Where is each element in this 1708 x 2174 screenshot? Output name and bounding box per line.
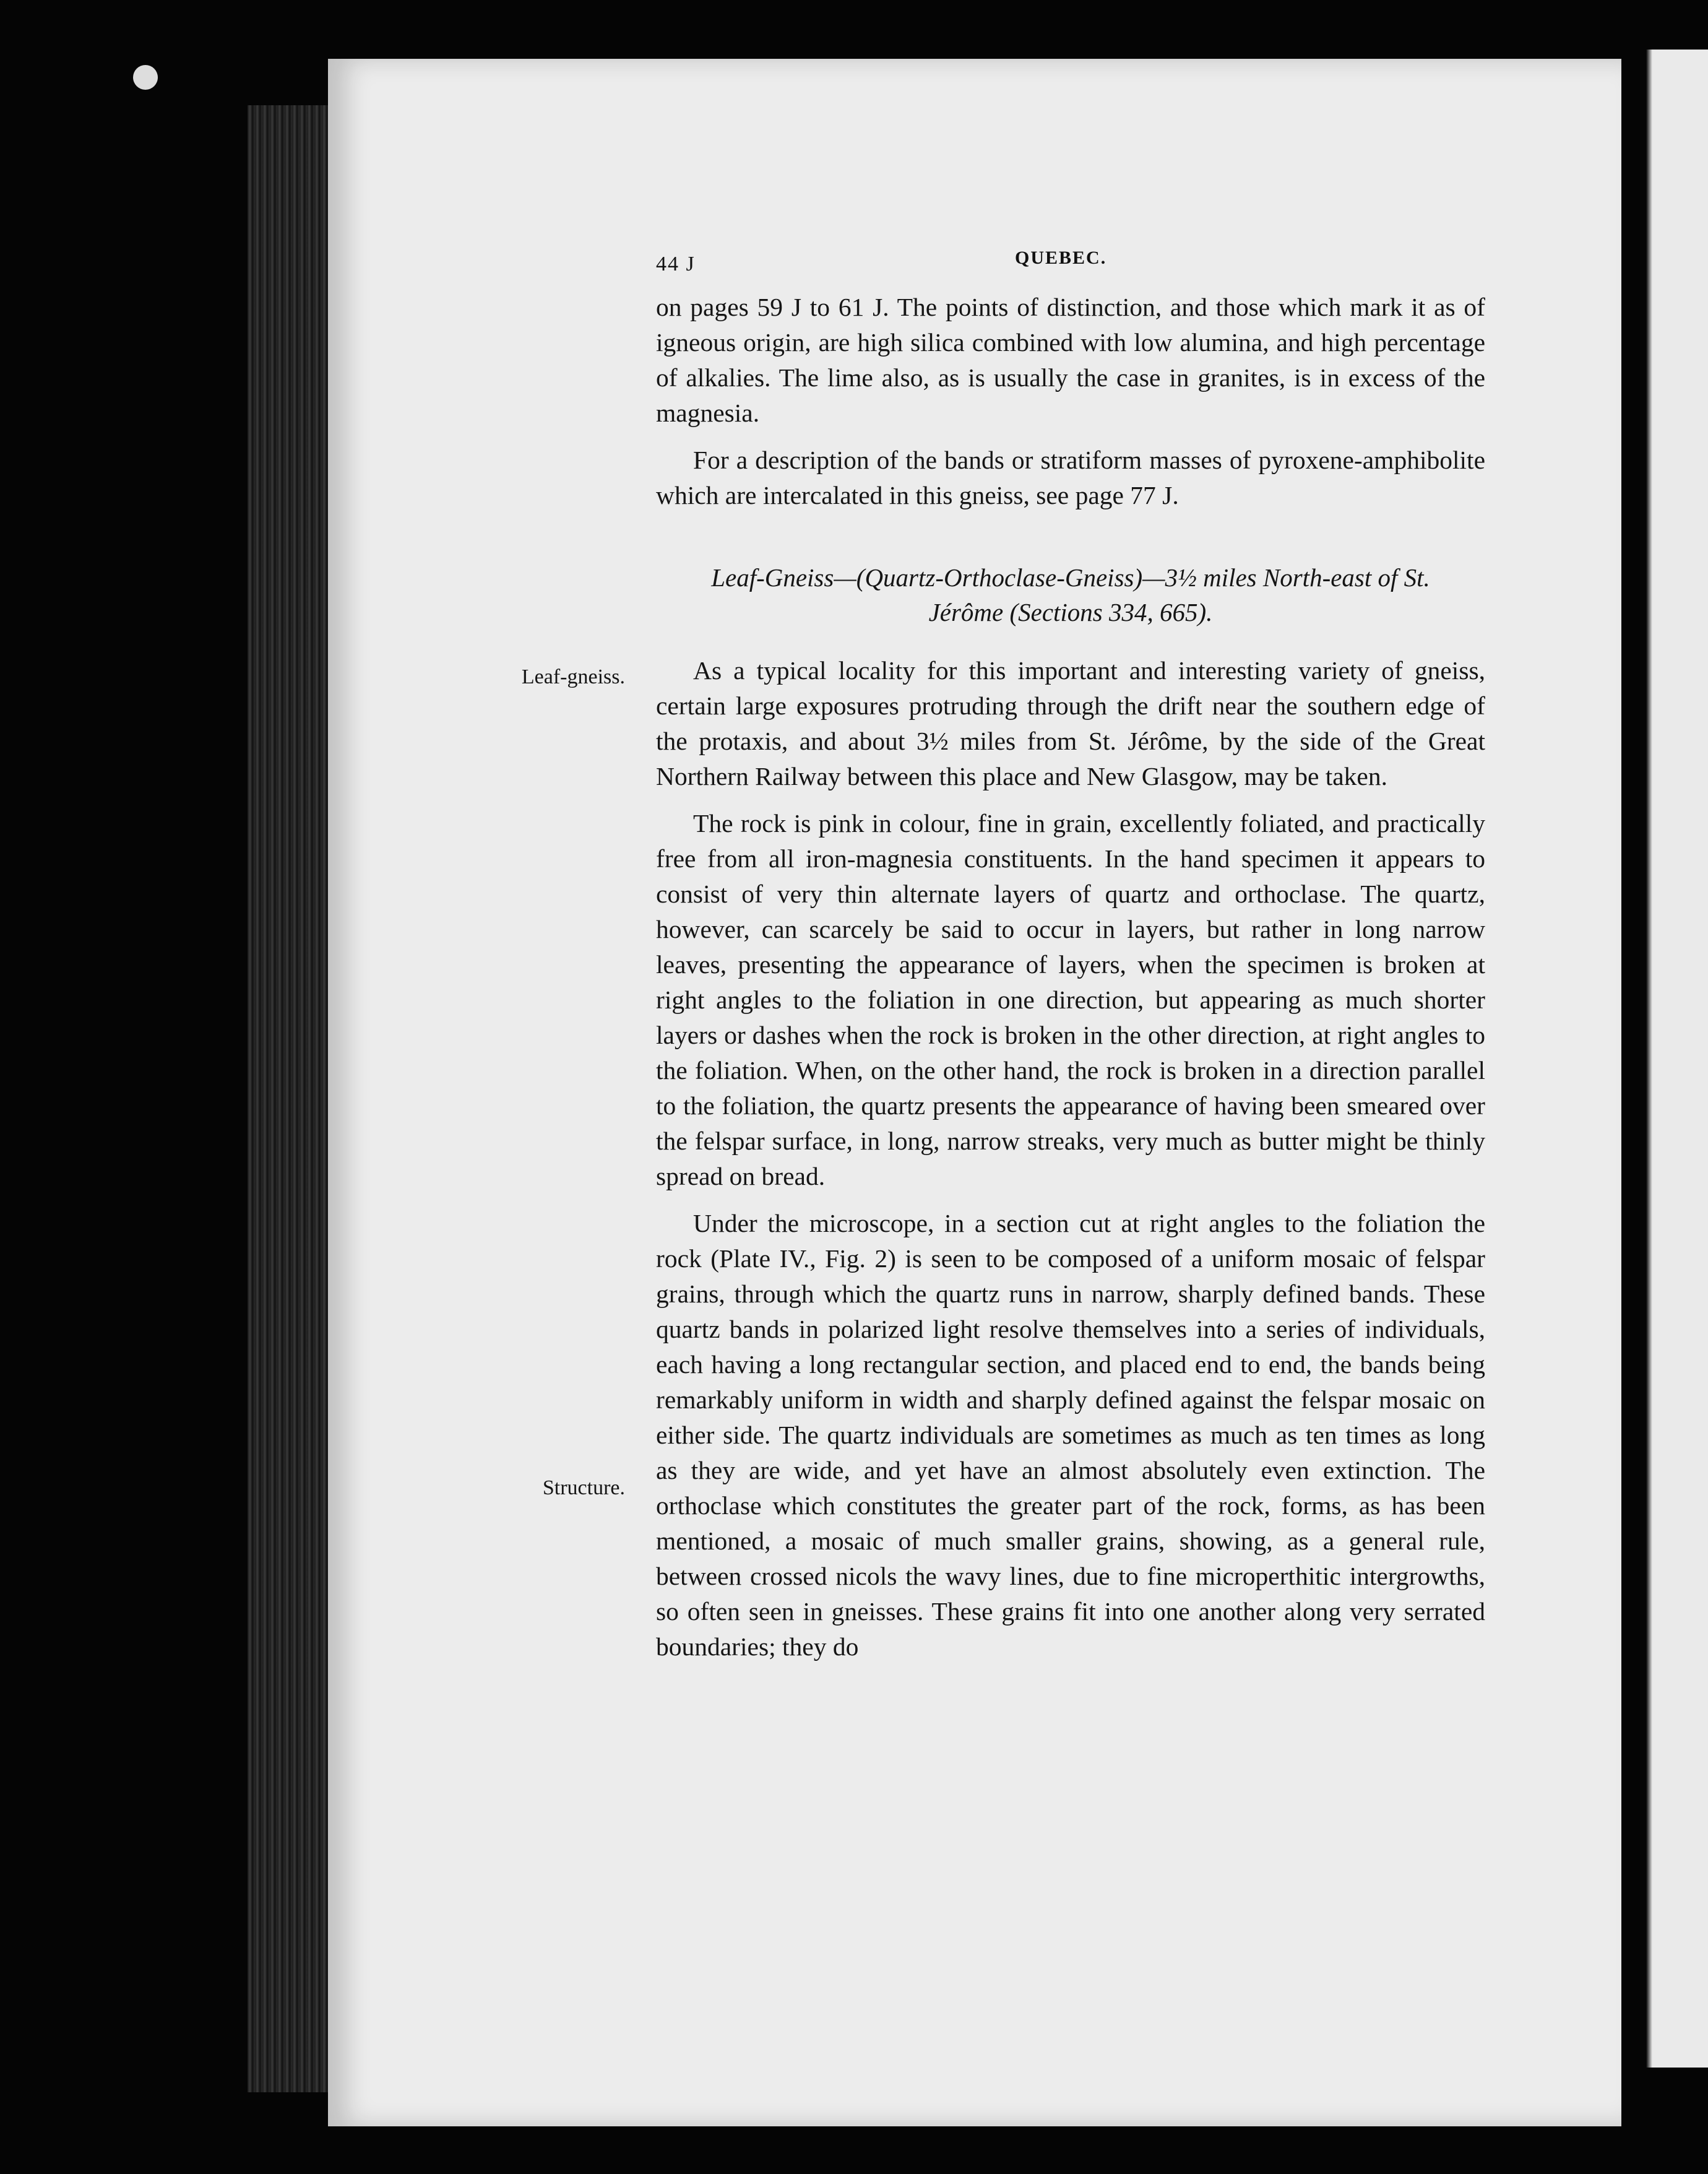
section-heading-line: Leaf-Gneiss—(Quartz-Orthoclase-Gneiss)—3½ miles North-east of St. <box>711 563 1430 592</box>
book-page-edges <box>248 105 334 2092</box>
paragraph: on pages 59 J to 61 J. The points of distinction, and those which mark it as of igneous origin, are high silica combined with low alumina, and high percentage of alkalies. The lime also, as is usually the case in granites, is in excess of the magnesia. <box>656 293 1485 427</box>
paragraph: The rock is pink in colour, fine in grain, excellently foliated, and practically free from all iron-magnesia constituents. In the hand specimen it appears to consist of very thin alternate layers of quartz and orthoclase. The quartz, however, can scarcely be said to occur in layers, but rather in long narrow leaves, presenting the appearance of layers, when the specimen is broken at right angles to the foliation in one direction, but appearing as much shorter layers or dashes when the rock is broken in the other direction, at right angles to the foliation. When, on the other hand, the rock is broken in a direction parallel to the foliation, the quartz presents the appearance of having been smeared over the felspar surface, in long, narrow streaks, very much as butter might be thinly spread on bread. <box>656 809 1485 1190</box>
running-head-title: QUEBEC. <box>1015 248 1107 268</box>
paragraph: Under the microscope, in a section cut at right angles to the foliation the rock (Plate IV., Fig. 2) is seen to be composed of a uniform mosaic of felspar grains, through which the quartz runs in narrow, sharply defined bands. These quartz bands in polarized light resolve themselves into a series of individuals, each having a long rectangular section, and placed end to end, the bands being remarkably uniform in width and sharply defined against the felspar mosaic on either side. The quartz individuals are sometimes as much as ten times as long as they are wide, and yet have an almost absolutely even extinction. The orthoclase which constitutes the greater part of the rock, forms, as has been mentioned, a mosaic of much smaller grains, showing, as a general rule, between crossed nicols the wavy lines, due to fine microperthitic intergrowths, so often seen in gneisses. These grains fit into one another along very serrated boundaries; they do <box>656 1209 1485 1661</box>
paragraph: For a description of the bands or stratiform masses of pyroxene-amphibolite which are intercalated in this gneiss, see page 77 J. <box>656 446 1485 509</box>
section-heading <box>656 560 1485 630</box>
adjacent-page-strip <box>1634 50 1708 2068</box>
running-head <box>656 248 1485 285</box>
text-block-top <box>656 290 1485 525</box>
section-heading-line: Jérôme (Sections 334, 665). <box>928 598 1213 626</box>
paragraph: As a typical locality for this important and interesting variety of gneiss, certain large exposures protruding through the drift near the southern edge of the protaxis, and about 3½ miles from St. Jérôme, by the side of the Great Northern Railway between this place and New Glasgow, may be taken. <box>656 656 1485 790</box>
page-number: 44 J <box>656 253 696 275</box>
text-block-main <box>656 653 1485 1676</box>
margin-note-structure: Structure. <box>542 1476 625 1499</box>
margin-note-leaf-gneiss: Leaf-gneiss. <box>521 665 625 688</box>
scan-speck <box>133 65 158 90</box>
